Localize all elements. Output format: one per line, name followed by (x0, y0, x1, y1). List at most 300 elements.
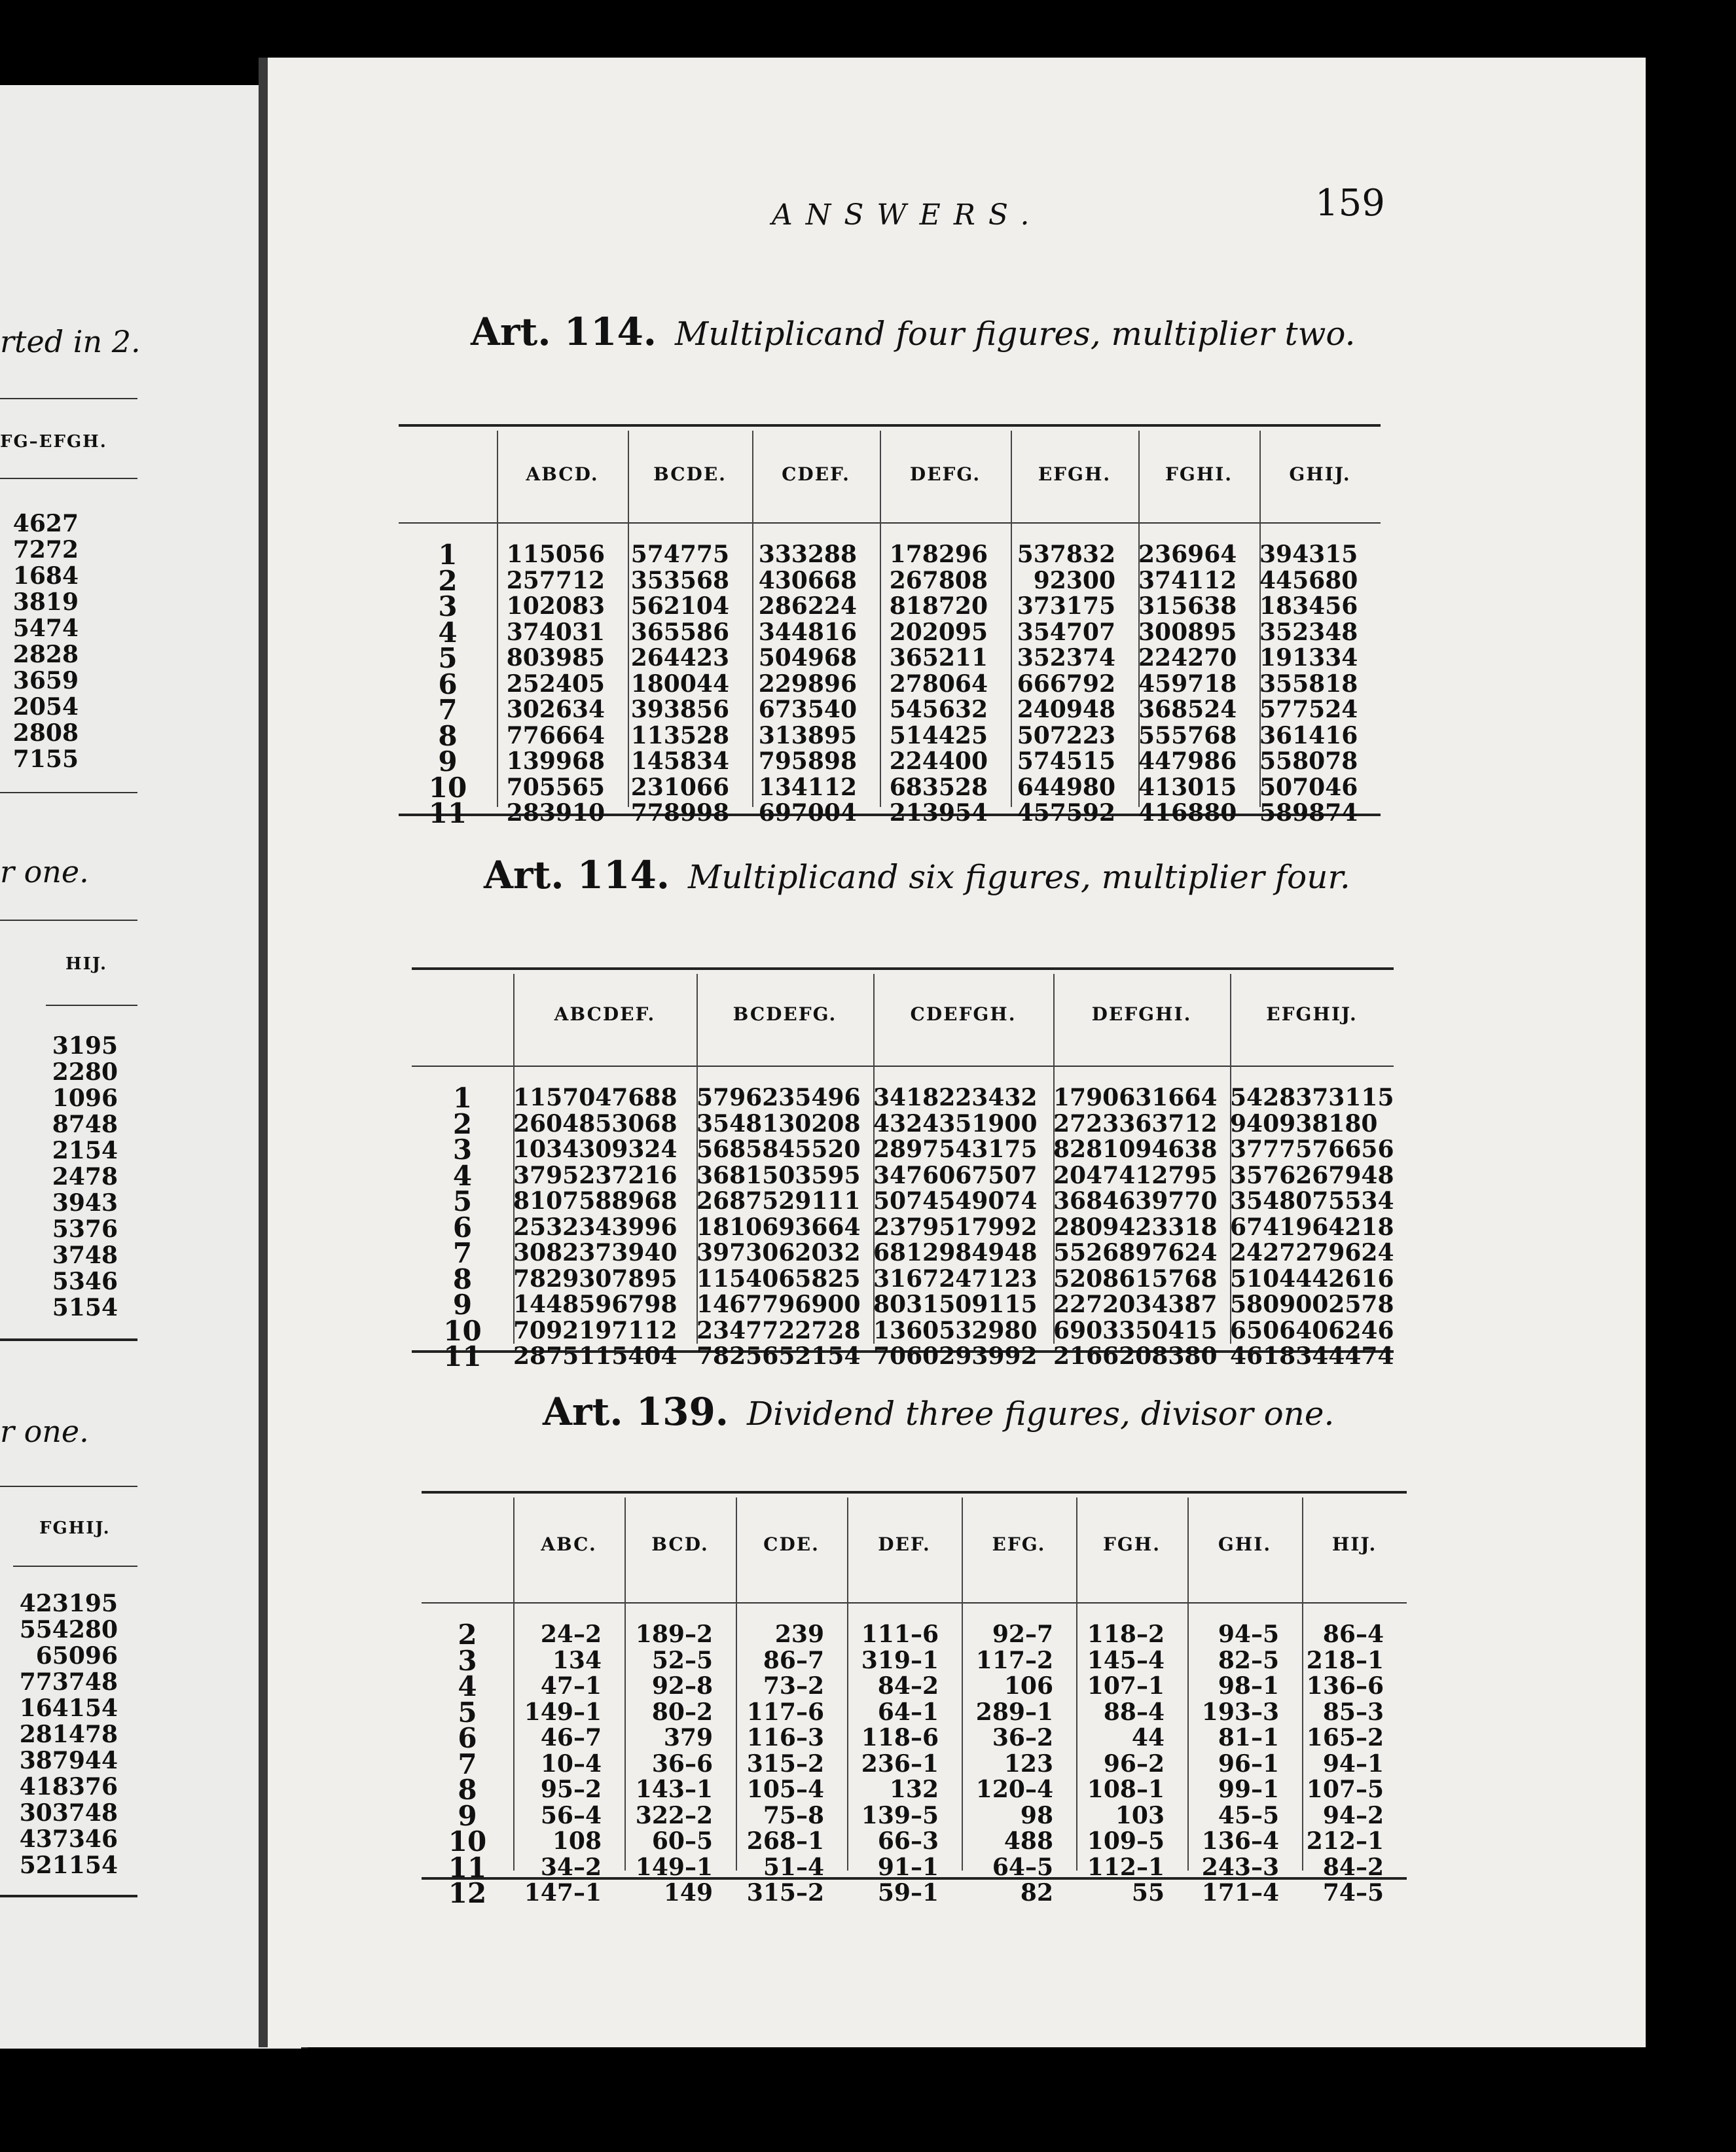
table-cell: 108–1 (1087, 1776, 1165, 1803)
row-number: 10 (443, 1314, 482, 1347)
row-number: 1 (438, 539, 458, 571)
table-cell: 66–3 (877, 1827, 939, 1855)
data-column (513, 1622, 602, 1907)
table-cell: 5208615768 (1053, 1264, 1218, 1293)
table-cell: 147–1 (524, 1879, 602, 1907)
column-header: BCDEFG. (732, 1003, 837, 1025)
data-column (696, 1084, 861, 1370)
table-cell: 202095 (889, 618, 988, 646)
table-cell: 229896 (758, 670, 857, 698)
column-header: DEF. (878, 1533, 931, 1555)
table-cell: 165–2 (1306, 1724, 1384, 1751)
table-cell: 3777576656 (1230, 1136, 1394, 1163)
table-cell: 374031 (506, 618, 605, 646)
table-cell: 393856 (630, 696, 729, 723)
table-cell: 109–5 (1087, 1827, 1165, 1855)
table-cell: 1360532980 (873, 1316, 1038, 1344)
table-cell: 171–4 (1201, 1879, 1279, 1907)
table-cell: 5685845520 (696, 1136, 861, 1163)
table-cell: 85–3 (1322, 1698, 1384, 1726)
table-cell: 394315 (1259, 541, 1358, 568)
table-cell: 2154 (52, 1137, 118, 1164)
data-column (880, 542, 988, 827)
data-column (624, 1622, 713, 1907)
table-cell: 8107588968 (513, 1187, 678, 1215)
table-cell: 149 (663, 1879, 713, 1907)
table-cell: 81–1 (1218, 1724, 1279, 1751)
table-cell: 102083 (506, 592, 605, 620)
column-header: ABC. (541, 1533, 597, 1555)
table-cell: 303748 (19, 1799, 118, 1827)
table-cell: 457592 (1017, 799, 1115, 827)
left-caption-2: r one. (0, 854, 89, 889)
section-heading (471, 310, 1356, 354)
table-cell: 300895 (1138, 618, 1237, 646)
table-cell: 361416 (1259, 721, 1358, 749)
table-cell: 4618344474 (1230, 1342, 1394, 1370)
table-cell: 5796235496 (696, 1084, 861, 1111)
table-top-rule (399, 424, 1381, 427)
table-cell: 52–5 (651, 1646, 713, 1674)
table-cell: 773748 (19, 1668, 118, 1696)
table-cell: 82 (1020, 1879, 1053, 1907)
row-number: 2 (438, 564, 458, 597)
row-number: 4 (458, 1670, 477, 1702)
table-cell: 3167247123 (873, 1264, 1038, 1293)
header-rule (399, 522, 1381, 524)
row-number: 11 (428, 797, 467, 829)
table-cell: 507223 (1017, 721, 1115, 749)
table-cell: 5376 (52, 1215, 118, 1243)
table-cell: 224270 (1138, 644, 1237, 672)
table-cell: 589874 (1259, 799, 1358, 827)
table-cell: 94–1 (1322, 1749, 1384, 1778)
table-cell: 34–2 (540, 1853, 602, 1881)
table-cell: 354707 (1017, 618, 1115, 646)
data-column (1053, 1084, 1218, 1370)
column-header: DEFG. (909, 463, 981, 485)
table-cell: 193–3 (1201, 1698, 1279, 1726)
table-cell: 92–7 (992, 1621, 1053, 1648)
table-cell: 504968 (758, 644, 857, 672)
section-heading (543, 1390, 1334, 1434)
table-cell: 683528 (889, 773, 988, 801)
rule (0, 920, 137, 921)
table-cell: 47–1 (540, 1672, 602, 1700)
table-cell: 117–6 (746, 1698, 824, 1726)
data-column (1187, 1622, 1279, 1907)
table-cell: 344816 (758, 618, 857, 646)
table-cell: 44 (1131, 1724, 1165, 1751)
table-cell: 7155 (12, 745, 79, 773)
table-cell: 60–5 (651, 1827, 713, 1855)
table-cell: 116–3 (746, 1724, 824, 1751)
table-cell: 3476067507 (873, 1161, 1038, 1189)
table-cell: 80–2 (651, 1698, 713, 1726)
table-cell: 55 (1131, 1879, 1165, 1907)
table-cell: 106 (1004, 1672, 1053, 1700)
table-cell: 6741964218 (1230, 1213, 1394, 1241)
table-cell: 795898 (758, 747, 857, 775)
table-cell: 3418223432 (873, 1084, 1038, 1111)
table-cell: 416880 (1138, 799, 1237, 827)
table-cell: 673540 (758, 696, 857, 723)
table-cell: 353568 (630, 566, 729, 594)
table-cell: 73–2 (763, 1672, 824, 1700)
table-cell: 3943 (52, 1189, 118, 1217)
table-cell: 5428373115 (1230, 1084, 1394, 1111)
column-header: HIJ. (1331, 1533, 1377, 1555)
table-cell: 1448596798 (513, 1291, 678, 1318)
table-cell: 267808 (889, 566, 988, 594)
article-label: Art. 139. (543, 1390, 729, 1434)
data-column (1011, 542, 1115, 827)
table-cell: 315–2 (746, 1749, 824, 1778)
table-cell: 84–2 (877, 1672, 939, 1700)
table-cell: 139–5 (861, 1801, 939, 1829)
table-cell: 562104 (630, 592, 729, 620)
table-cell: 257712 (506, 566, 605, 594)
data-column (752, 542, 857, 827)
running-title: ANSWERS. (772, 198, 1043, 232)
row-number: 9 (452, 1289, 473, 1321)
table-cell: 82–5 (1218, 1646, 1279, 1674)
table-cell: 2166208380 (1053, 1342, 1218, 1370)
table-cell: 191334 (1259, 644, 1358, 672)
article-label: Art. 114. (471, 310, 657, 354)
page-number: 159 (1315, 182, 1385, 224)
row-number: 4 (438, 616, 458, 649)
table-cell: 5526897624 (1053, 1239, 1218, 1266)
table-cell: 333288 (758, 541, 857, 568)
table-cell: 7272 (12, 536, 79, 564)
table-cell: 180044 (630, 670, 729, 698)
table-cell: 365586 (630, 618, 729, 646)
data-column (497, 542, 605, 827)
table-cell: 4627 (12, 510, 79, 537)
row-number: 8 (458, 1774, 477, 1806)
table-cell: 91–1 (877, 1853, 939, 1881)
table-cell: 3684639770 (1053, 1187, 1218, 1215)
table-cell: 8281094638 (1053, 1136, 1218, 1163)
table-cell: 120–4 (975, 1776, 1053, 1803)
main-page (259, 58, 1646, 2047)
table-cell: 105–4 (746, 1776, 824, 1803)
table-cell: 1157047688 (513, 1084, 678, 1111)
table-cell: 139968 (506, 747, 605, 775)
table-cell: 3795237216 (513, 1161, 678, 1189)
column-header: GHIJ. (1289, 463, 1351, 485)
table-cell: 224400 (889, 747, 988, 775)
left-header-1: FG–EFGH. (0, 432, 107, 452)
table-cell: 96–1 (1218, 1749, 1279, 1778)
table-cell: 36–6 (651, 1749, 713, 1778)
column-header: CDEFGH. (910, 1003, 1017, 1025)
data-column (873, 1084, 1038, 1370)
table-cell: 5074549074 (873, 1187, 1038, 1215)
table-cell: 108 (552, 1827, 602, 1855)
section-caption: Multiplicand six figures, multiplier four. (688, 858, 1350, 896)
table-cell: 315–2 (746, 1879, 824, 1907)
table-cell: 2379517992 (873, 1213, 1038, 1241)
table-cell: 445680 (1259, 566, 1358, 594)
row-number: 10 (448, 1825, 487, 1857)
table-cell: 574515 (1017, 747, 1115, 775)
table-cell: 666792 (1017, 670, 1115, 698)
table-cell: 92–8 (651, 1672, 713, 1700)
table-cell: 355818 (1259, 670, 1358, 698)
table-cell: 2280 (52, 1058, 118, 1086)
table-cell: 88–4 (1103, 1698, 1165, 1726)
table-cell: 118–6 (861, 1724, 939, 1751)
table-cell: 239 (774, 1621, 824, 1648)
row-numbers (412, 1082, 513, 1372)
table-cell: 1034309324 (513, 1136, 678, 1163)
column-header: GHI. (1218, 1533, 1272, 1555)
table-cell: 7092197112 (513, 1316, 678, 1344)
column-header: FGH. (1103, 1533, 1161, 1555)
data-column (628, 542, 729, 827)
table-cell: 2687529111 (696, 1187, 861, 1215)
table-cell: 537832 (1017, 541, 1115, 568)
row-number: 8 (452, 1263, 473, 1295)
table-cell: 96–2 (1103, 1749, 1165, 1778)
table-cell: 134112 (758, 773, 857, 801)
table-cell: 236–1 (861, 1749, 939, 1778)
data-column (1076, 1622, 1165, 1907)
table-cell: 98 (1020, 1801, 1053, 1829)
rule (0, 398, 137, 399)
left-caption-3: r one. (0, 1414, 89, 1449)
table-cell: 3548130208 (696, 1109, 861, 1138)
row-number: 7 (438, 694, 458, 726)
table-cell: 2427279624 (1230, 1239, 1394, 1266)
table-cell: 2604853068 (513, 1109, 678, 1138)
table-cell: 352348 (1259, 618, 1358, 646)
data-column (736, 1622, 824, 1907)
table-cell: 107–5 (1306, 1776, 1384, 1803)
table-cell: 236964 (1138, 541, 1237, 568)
table-cell: 6903350415 (1053, 1316, 1218, 1344)
table-cell: 94–5 (1218, 1621, 1279, 1648)
row-number: 3 (452, 1134, 473, 1166)
table-cell: 6506406246 (1230, 1316, 1394, 1344)
row-number: 6 (452, 1211, 473, 1244)
row-number: 7 (452, 1237, 473, 1269)
table-cell: 3195 (52, 1032, 118, 1060)
table-cell: 92300 (1033, 566, 1115, 594)
table-cell: 374112 (1138, 566, 1237, 594)
table-cell: 368524 (1138, 696, 1237, 723)
table-cell: 577524 (1259, 696, 1358, 723)
table-cell: 5809002578 (1230, 1291, 1394, 1318)
table-cell: 213954 (889, 799, 988, 827)
table-cell: 3659 (12, 667, 79, 694)
table-cell: 430668 (758, 566, 857, 594)
table-cell: 2828 (12, 641, 79, 668)
table-cell: 521154 (19, 1852, 118, 1879)
table-cell: 134 (552, 1646, 602, 1674)
table-cell: 1154065825 (696, 1264, 861, 1293)
table-cell: 352374 (1017, 644, 1115, 672)
table-cell: 1684 (12, 562, 79, 590)
table-cell: 3748 (52, 1242, 118, 1269)
left-header-2: HIJ. (65, 954, 108, 974)
table-cell: 123 (1004, 1749, 1053, 1778)
table-cell: 240948 (1017, 696, 1115, 723)
table-cell: 164154 (19, 1695, 118, 1722)
column-header: EFGHIJ. (1266, 1003, 1358, 1025)
table-cell: 252405 (506, 670, 605, 698)
data-column (962, 1622, 1053, 1907)
row-number: 6 (438, 668, 458, 700)
table-cell: 545632 (889, 696, 988, 723)
table-cell: 86–7 (763, 1646, 824, 1674)
rule (46, 1005, 137, 1006)
table-cell: 3819 (12, 588, 79, 616)
section-caption: Multiplicand four figures, multiplier two. (675, 315, 1356, 353)
left-column-1 (0, 511, 79, 772)
row-number: 2 (452, 1107, 473, 1140)
data-column (1302, 1622, 1384, 1907)
row-number: 5 (438, 642, 458, 674)
row-number: 11 (448, 1851, 487, 1884)
left-column-2 (0, 1033, 118, 1321)
table-cell: 574775 (630, 541, 729, 568)
row-number: 9 (438, 745, 458, 778)
table-cell: 697004 (758, 799, 857, 827)
table-cell: 776664 (506, 721, 605, 749)
row-number: 8 (438, 719, 458, 752)
rule (0, 792, 137, 793)
table-cell: 24–2 (540, 1621, 602, 1648)
table-cell: 281478 (19, 1721, 118, 1748)
table-cell: 145–4 (1087, 1646, 1165, 1674)
table-cell: 555768 (1138, 721, 1237, 749)
table-cell: 8031509115 (873, 1291, 1038, 1318)
column-header: CDEF. (782, 463, 850, 485)
row-number: 7 (458, 1748, 477, 1780)
table-cell: 149–1 (524, 1698, 602, 1726)
table-cell: 118–2 (1087, 1621, 1165, 1648)
table-cell: 4324351900 (873, 1109, 1038, 1138)
table-cell: 59–1 (877, 1879, 939, 1907)
table-cell: 98–1 (1218, 1672, 1279, 1700)
table-cell: 437346 (19, 1825, 118, 1853)
section-heading (484, 853, 1350, 897)
article-label: Art. 114. (484, 853, 670, 897)
table-cell: 1096 (52, 1085, 118, 1112)
table-cell: 2047412795 (1053, 1161, 1218, 1189)
table-cell: 2347722728 (696, 1316, 861, 1344)
table-cell: 132 (889, 1776, 939, 1803)
data-column (1259, 542, 1358, 827)
column-header: ABCD. (526, 463, 599, 485)
table-cell: 418376 (19, 1773, 118, 1801)
table-cell: 56–4 (540, 1801, 602, 1829)
table-cell: 5474 (12, 615, 79, 642)
table-cell: 231066 (630, 773, 729, 801)
table-cell: 818720 (889, 592, 988, 620)
column-header: BCDE. (653, 463, 727, 485)
table-cell: 2532343996 (513, 1213, 678, 1241)
table-cell: 558078 (1259, 747, 1358, 775)
table-cell: 143–1 (635, 1776, 713, 1803)
table-cell: 3973062032 (696, 1239, 861, 1266)
column-header: CDE. (763, 1533, 820, 1555)
table-cell: 554280 (19, 1616, 118, 1643)
table-cell: 84–2 (1322, 1853, 1384, 1881)
table-cell: 514425 (889, 721, 988, 749)
row-number: 11 (443, 1340, 482, 1372)
table-cell: 136–4 (1201, 1827, 1279, 1855)
table-cell: 5154 (52, 1294, 118, 1321)
table-cell: 268–1 (746, 1827, 824, 1855)
table-cell: 112–1 (1087, 1853, 1165, 1881)
data-column (513, 1084, 678, 1370)
table-cell: 289–1 (975, 1698, 1053, 1726)
left-column-3 (0, 1590, 118, 1878)
data-column (1230, 1084, 1394, 1370)
table-cell: 95–2 (540, 1776, 602, 1803)
table-cell: 373175 (1017, 592, 1115, 620)
row-number: 9 (458, 1799, 477, 1832)
table-cell: 2723363712 (1053, 1109, 1218, 1138)
table-cell: 459718 (1138, 670, 1237, 698)
table-cell: 2054 (12, 693, 79, 721)
row-number: 10 (428, 771, 467, 804)
rule (0, 1338, 137, 1341)
row-numbers (399, 539, 497, 829)
table-cell: 2808 (12, 719, 79, 747)
table-cell: 365211 (889, 644, 988, 672)
table-cell: 75–8 (763, 1801, 824, 1829)
table-cell: 45–5 (1218, 1801, 1279, 1829)
left-header-3: FGHIJ. (39, 1518, 111, 1538)
table-cell: 136–6 (1306, 1672, 1384, 1700)
table-cell: 1467796900 (696, 1291, 861, 1318)
table-cell: 507046 (1259, 773, 1358, 801)
table-cell: 315638 (1138, 592, 1237, 620)
table-cell: 212–1 (1306, 1827, 1384, 1855)
header-rule (422, 1602, 1407, 1604)
table-cell: 113528 (630, 721, 729, 749)
table-top-rule (422, 1491, 1407, 1494)
column-header: BCD. (651, 1533, 709, 1555)
row-number: 2 (458, 1619, 477, 1651)
table-cell: 10–4 (540, 1749, 602, 1778)
table-cell: 103 (1115, 1801, 1165, 1829)
row-numbers (422, 1619, 513, 1909)
table-cell: 705565 (506, 773, 605, 801)
table-cell: 36–2 (992, 1724, 1053, 1751)
column-header: DEFGHI. (1091, 1003, 1192, 1025)
header-rule (412, 1066, 1394, 1067)
table-cell: 3082373940 (513, 1239, 678, 1266)
table-cell: 413015 (1138, 773, 1237, 801)
table-cell: 3548075534 (1230, 1187, 1394, 1215)
table-cell: 149–1 (635, 1853, 713, 1881)
table-cell: 2897543175 (873, 1136, 1038, 1163)
table-cell: 2272034387 (1053, 1291, 1218, 1318)
table-cell: 286224 (758, 592, 857, 620)
table-cell: 2478 (52, 1163, 118, 1191)
column-header: EFGH. (1038, 463, 1112, 485)
table-cell: 2809423318 (1053, 1213, 1218, 1241)
table-cell: 3576267948 (1230, 1161, 1394, 1189)
table-cell: 302634 (506, 696, 605, 723)
left-caption-1: rted in 2. (0, 324, 141, 359)
